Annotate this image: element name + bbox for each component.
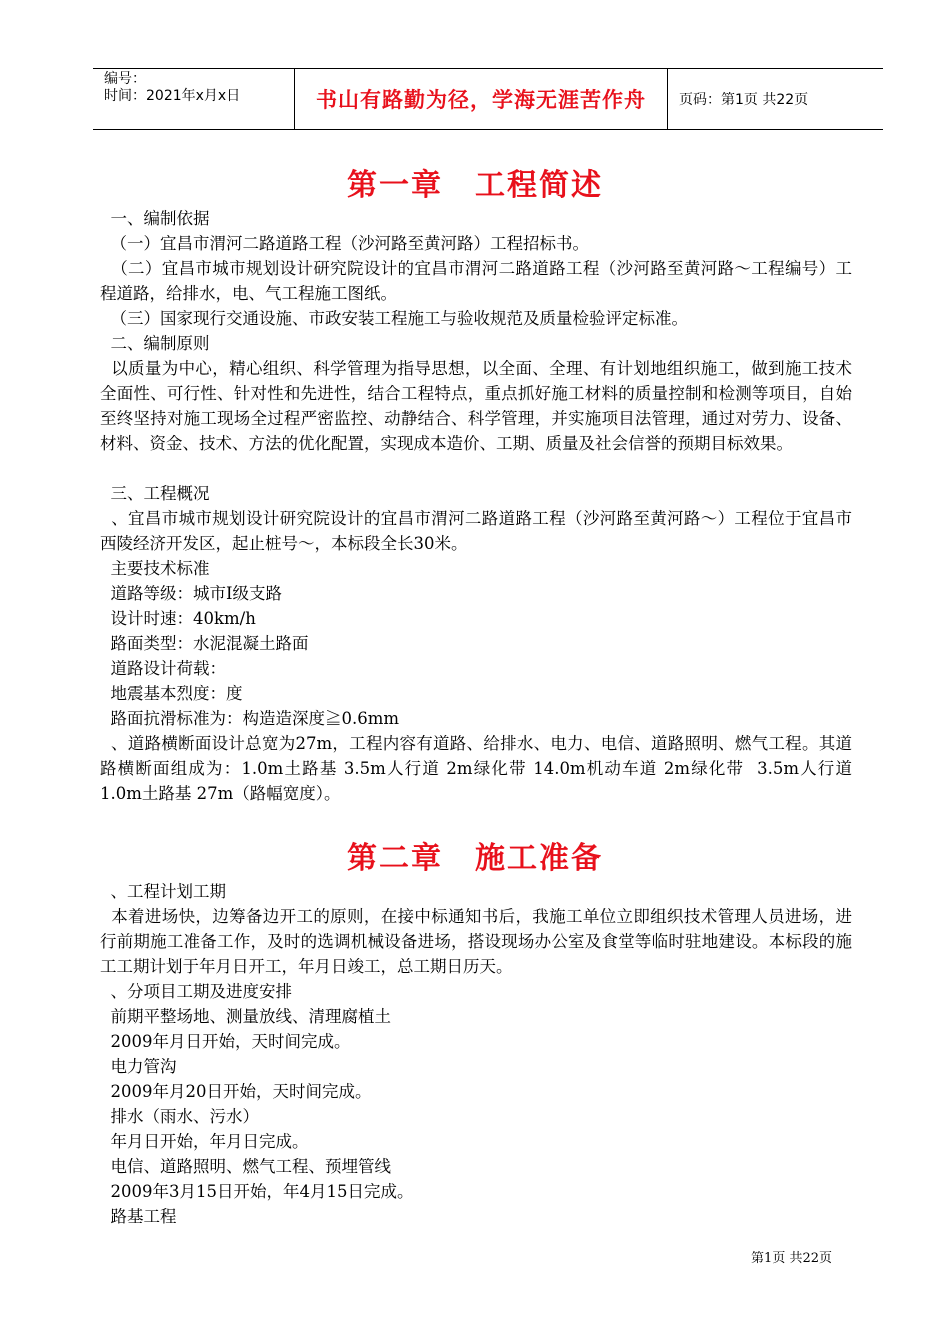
ch1-basis-item-1: （一）宜昌市渭河二路道路工程（沙河路至黄河路）工程招标书。 (100, 234, 589, 253)
ch2-item-site-prep: 前期平整场地、测量放线、清理腐植土 (100, 1007, 391, 1026)
chapter-2-title: 第二章 施工准备 (347, 841, 603, 876)
header-motto: 书山有路勤为径，学海无涯苦作舟 (295, 69, 668, 129)
ch2-item-power-trench-date: 2009年月20日开始，天时间完成。 (100, 1082, 372, 1101)
footer-page-number: 第1页 共22页 (751, 1251, 832, 1266)
doc-number-label: 编号： (104, 71, 146, 87)
page-header (93, 68, 883, 130)
ch1-skid-standard: 路面抗滑标准为：构造造深度≧0.6mm (100, 709, 400, 728)
ch1-standards-heading: 主要技术标准 (100, 559, 210, 578)
ch1-overview-text: 、宜昌市城市规划设计研究院设计的宜昌市渭河二路道路工程（沙河路至黄河路～）工程位于宜昌市西陵经济开发区，起止桩号～，本标段全长30米。 (100, 509, 852, 553)
ch2-item-telecom: 电信、道路照明、燃气工程、预埋管线 (100, 1157, 391, 1176)
ch1-heading-overview: 三、工程概况 (100, 484, 210, 503)
header-page-number: 页码：第1页 共22页 (679, 92, 809, 108)
ch2-item-drainage: 排水（雨水、污水） (100, 1107, 259, 1126)
ch1-road-grade: 道路等级：城市Ⅰ级支路 (100, 584, 283, 603)
ch1-cross-section-text: 、道路横断面设计总宽为27m，工程内容有道路、给排水、电力、电信、道路照明、燃气工程。其道路横断面组成为：1.0m土路基 3.5m人行道 2m绿化带 14.0m机动车道 2m绿化带 3.5m人行道 1.0m土路基 27m（路幅宽度）。 (100, 734, 858, 803)
ch2-schedule-text: 本着进场快，边筹备边开工的原则，在接中标通知书后，我施工单位立即组织技术管理人员进场，进行前期施工准备工作，及时的选调机械设备进场，搭设现场办公室及食堂等临时驻地建设。本标段的施工工期计划于年月日开工，年月日竣工，总工期日历天。 (100, 907, 852, 976)
ch2-heading-progress: 、分项目工期及进度安排 (100, 982, 292, 1001)
chapter-1-title: 第一章 工程简述 (347, 168, 603, 203)
ch1-design-load: 道路设计荷载： (100, 659, 226, 678)
ch1-heading-principles: 二、编制原则 (100, 334, 210, 353)
header-meta (93, 69, 295, 129)
ch1-principles-text: 以质量为中心，精心组织、科学管理为指导思想，以全面、全理、有计划地组织施工，做到施工技术全面性、可行性、针对性和先进性，结合工程特点，重点抓好施工材料的质量控制和检测等项目，自始至终坚持对施工现场全过程严密监控、动静结合、科学管理，并实施项目法管理，通过对劳力、设备、材料、资金、技术、方法的优化配置，实现成本造价、工期、质量及社会信誉的预期目标效果。 (100, 359, 852, 453)
ch2-item-drainage-date: 年月日开始，年月日完成。 (100, 1132, 309, 1151)
ch2-item-subgrade: 路基工程 (100, 1207, 177, 1226)
ch1-design-speed: 设计时速：40km/h (100, 609, 256, 628)
ch1-pavement-type: 路面类型：水泥混凝土路面 (100, 634, 309, 653)
ch2-heading-schedule: 、工程计划工期 (100, 882, 226, 901)
ch1-heading-basis: 一、编制依据 (100, 209, 210, 228)
ch1-basis-item-3: （三）国家现行交通设施、市政安装工程施工与验收规范及质量检验评定标准。 (100, 309, 688, 328)
ch2-item-telecom-date: 2009年3月15日开始，年4月15日完成。 (100, 1182, 414, 1201)
ch1-basis-item-2: （二）宜昌市城市规划设计研究院设计的宜昌市渭河二路道路工程（沙河路至黄河路～工程编号）工程道路，给排水，电、气工程施工图纸。 (100, 259, 852, 303)
ch2-item-site-prep-date: 2009年月日开始，天时间完成。 (100, 1032, 351, 1051)
ch2-item-power-trench: 电力管沟 (100, 1057, 177, 1076)
ch1-seismic-intensity: 地震基本烈度：度 (100, 684, 243, 703)
doc-date-label: 时间：2021年x月x日 (104, 88, 241, 104)
